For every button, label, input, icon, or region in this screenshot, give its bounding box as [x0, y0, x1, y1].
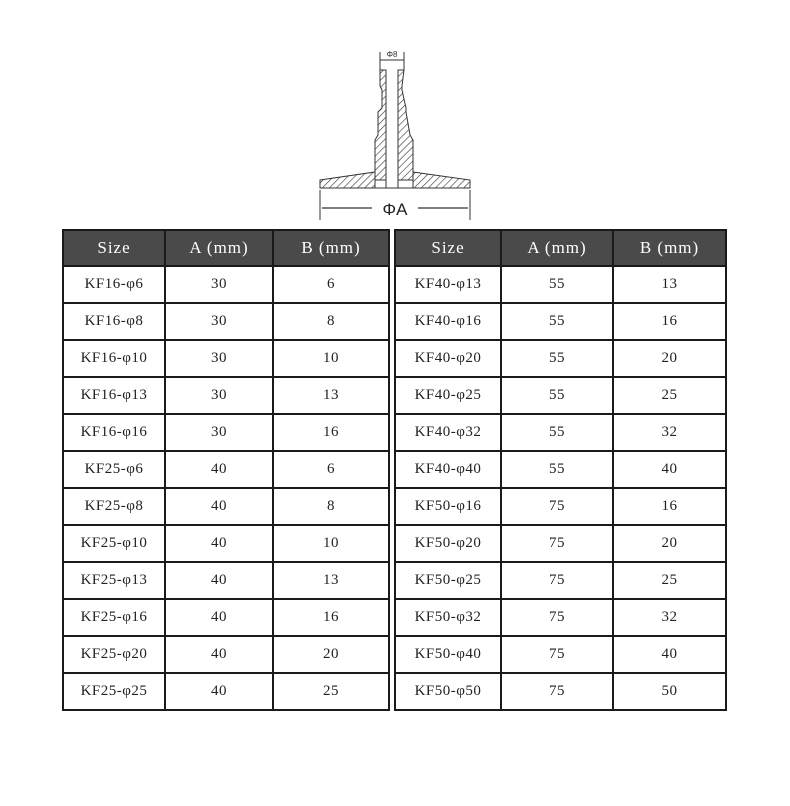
cell-size: KF50-φ16: [395, 488, 501, 525]
cell-b: 20: [613, 340, 726, 377]
table-row: [395, 340, 726, 377]
table-row: [63, 303, 389, 340]
cell-size: KF25-φ8: [63, 488, 165, 525]
cell-a: 40: [165, 451, 273, 488]
cell-b: 50: [613, 673, 726, 710]
table-header-row: [395, 230, 726, 266]
cell-b: 13: [273, 562, 389, 599]
table-row: [395, 525, 726, 562]
cell-size: KF25-φ6: [63, 451, 165, 488]
cell-size: KF16-φ13: [63, 377, 165, 414]
cell-b: 10: [273, 525, 389, 562]
cell-a: 30: [165, 377, 273, 414]
cell-a: 55: [501, 266, 613, 303]
table-row: [63, 340, 389, 377]
table-header-row: [63, 230, 389, 266]
dim-a-indicator: [320, 190, 470, 220]
table-row: [63, 414, 389, 451]
cell-size: KF25-φ13: [63, 562, 165, 599]
dim-b-indicator: [380, 50, 404, 70]
cell-b: 16: [273, 414, 389, 451]
cell-a: 40: [165, 636, 273, 673]
cell-size: KF25-φ25: [63, 673, 165, 710]
cell-b: 40: [613, 451, 726, 488]
cell-b: 10: [273, 340, 389, 377]
hose-barb-drawing: [300, 40, 490, 225]
cell-a: 75: [501, 673, 613, 710]
table-row: [395, 562, 726, 599]
cell-a: 55: [501, 451, 613, 488]
cell-b: 8: [273, 488, 389, 525]
table-row: [63, 266, 389, 303]
size-table-right: [394, 229, 727, 711]
cell-size: KF40-φ40: [395, 451, 501, 488]
table-row: [63, 562, 389, 599]
cell-a: 75: [501, 599, 613, 636]
cell-b: 20: [273, 636, 389, 673]
cell-b: 13: [613, 266, 726, 303]
table-row: [395, 599, 726, 636]
cell-a: 55: [501, 303, 613, 340]
cell-size: KF40-φ25: [395, 377, 501, 414]
cell-a: 40: [165, 562, 273, 599]
cell-b: 25: [613, 562, 726, 599]
cell-a: 75: [501, 636, 613, 673]
cell-size: KF16-φ6: [63, 266, 165, 303]
cell-b: 25: [613, 377, 726, 414]
table-row: [395, 451, 726, 488]
header-size: Size: [395, 230, 501, 266]
table-row: [63, 673, 389, 710]
table-row: [63, 488, 389, 525]
table-body: [63, 266, 389, 710]
cell-b: 32: [613, 599, 726, 636]
cell-a: 30: [165, 266, 273, 303]
flange-right: [413, 172, 470, 188]
table-row: [63, 525, 389, 562]
cell-b: 6: [273, 266, 389, 303]
size-table-left: [62, 229, 390, 711]
cell-size: KF50-φ25: [395, 562, 501, 599]
table-row: [395, 636, 726, 673]
table-body: [395, 266, 726, 710]
header-a: A (mm): [165, 230, 273, 266]
stem-left-wall: [375, 70, 386, 180]
cell-a: 75: [501, 488, 613, 525]
cell-size: KF16-φ10: [63, 340, 165, 377]
cell-size: KF50-φ50: [395, 673, 501, 710]
table-row: [63, 377, 389, 414]
table-row: [395, 488, 726, 525]
table-row: [395, 266, 726, 303]
table-row: [395, 303, 726, 340]
cell-a: 30: [165, 340, 273, 377]
cell-size: KF16-φ8: [63, 303, 165, 340]
cell-size: KF40-φ32: [395, 414, 501, 451]
cell-b: 16: [273, 599, 389, 636]
cell-size: KF25-φ16: [63, 599, 165, 636]
cell-size: KF25-φ10: [63, 525, 165, 562]
cell-size: KF40-φ13: [395, 266, 501, 303]
cell-b: 16: [613, 303, 726, 340]
cell-b: 6: [273, 451, 389, 488]
header-b: B (mm): [613, 230, 726, 266]
table-row: [395, 673, 726, 710]
cell-size: KF25-φ20: [63, 636, 165, 673]
header-b: B (mm): [273, 230, 389, 266]
stem-right-wall: [398, 70, 413, 180]
cell-a: 55: [501, 340, 613, 377]
cell-a: 40: [165, 599, 273, 636]
dim-b-label: Φ8: [386, 50, 398, 59]
cell-b: 13: [273, 377, 389, 414]
cell-b: 25: [273, 673, 389, 710]
cell-b: 40: [613, 636, 726, 673]
table-row: [63, 599, 389, 636]
cell-a: 55: [501, 414, 613, 451]
cell-a: 30: [165, 303, 273, 340]
cell-a: 30: [165, 414, 273, 451]
cell-a: 40: [165, 525, 273, 562]
cell-b: 20: [613, 525, 726, 562]
cell-b: 32: [613, 414, 726, 451]
cell-a: 40: [165, 673, 273, 710]
table-row: [63, 636, 389, 673]
dim-a-label: ΦA: [382, 200, 408, 219]
table-row: [395, 377, 726, 414]
cell-size: KF40-φ16: [395, 303, 501, 340]
cell-a: 75: [501, 525, 613, 562]
cell-b: 8: [273, 303, 389, 340]
cell-size: KF50-φ20: [395, 525, 501, 562]
cell-a: 75: [501, 562, 613, 599]
cell-size: KF50-φ40: [395, 636, 501, 673]
cell-b: 16: [613, 488, 726, 525]
cell-size: KF40-φ20: [395, 340, 501, 377]
flange-left: [320, 172, 375, 188]
cell-size: KF50-φ32: [395, 599, 501, 636]
table-row: [395, 414, 726, 451]
cell-a: 55: [501, 377, 613, 414]
cell-a: 40: [165, 488, 273, 525]
cell-size: KF16-φ16: [63, 414, 165, 451]
table-row: [63, 451, 389, 488]
header-size: Size: [63, 230, 165, 266]
header-a: A (mm): [501, 230, 613, 266]
